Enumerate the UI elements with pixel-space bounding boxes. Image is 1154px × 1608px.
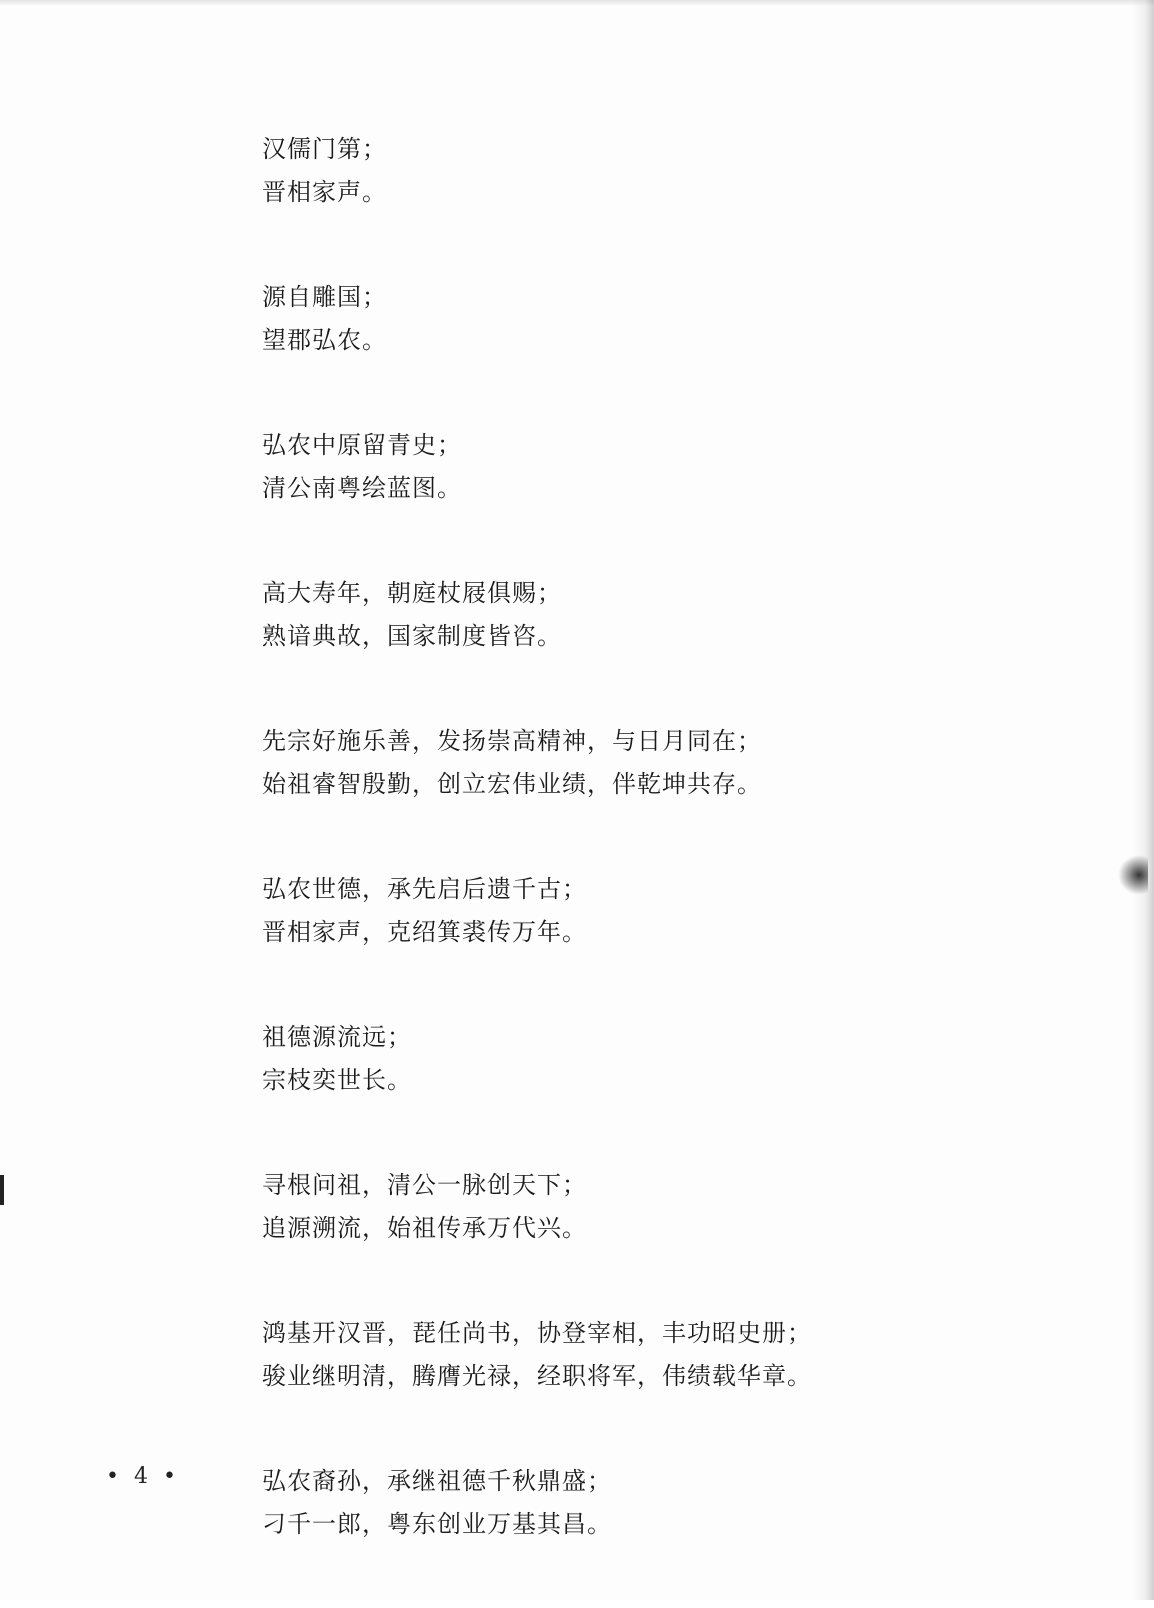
scan-shadow-top [0,0,1154,6]
couplet-upper-line: 先宗好施乐善，发扬崇高精神，与日月同在； [262,727,762,755]
couplet-lower-line: 熟谙典故，国家制度皆咨。 [262,622,562,650]
page-number: • 4 • [106,1464,180,1489]
couplet-upper-line: 弘农裔孙，承继祖德千秋鼎盛； [262,1467,612,1495]
couplet [262,128,1122,214]
couplet-lower-line: 追源溯流，始祖传承万代兴。 [262,1214,587,1242]
couplet-lower-line: 宗枝奕世长。 [262,1066,412,1094]
couplet-lower-line: 望郡弘农。 [262,326,387,354]
couplet [262,424,1122,510]
couplet-lower-line: 晋相家声。 [262,178,387,206]
couplet-upper-line: 鸿基开汉晋，琵任尚书，协登宰相，丰功昭史册； [262,1319,812,1347]
couplet-upper-line: 寻根问祖，清公一脉创天下； [262,1171,587,1199]
scan-shadow-right [1132,0,1154,1600]
couplet [262,868,1122,954]
couplet-lower-line: 刁千一郎，粤东创业万基其昌。 [262,1510,612,1538]
couplet-lower-line: 始祖睿智殷勤，创立宏伟业绩，伴乾坤共存。 [262,770,762,798]
couplet-upper-line: 弘农世德，承先启后遗千古； [262,875,587,903]
couplet-list [262,128,1122,1608]
couplet-upper-line: 弘农中原留青史； [262,431,462,459]
ink-blot-mark [1118,855,1148,895]
couplet [262,572,1122,658]
couplet-lower-line: 清公南粤绘蓝图。 [262,474,462,502]
couplet [262,1016,1122,1102]
ink-edge-mark [0,1175,4,1205]
couplet-upper-line: 汉儒门第； [262,135,387,163]
couplet [262,1312,1122,1398]
couplet [262,1164,1122,1250]
couplet-upper-line: 高大寿年，朝庭杖屐俱赐； [262,579,562,607]
couplet [262,720,1122,806]
couplet-upper-line: 祖德源流远； [262,1023,412,1051]
couplet [262,276,1122,362]
couplet-lower-line: 晋相家声，克绍箕裘传万年。 [262,918,587,946]
couplet-lower-line: 骏业继明清，腾膺光禄，经职将军，伟绩载华章。 [262,1362,812,1390]
couplet [262,1460,1122,1546]
couplet-upper-line: 源自雕国； [262,283,387,311]
